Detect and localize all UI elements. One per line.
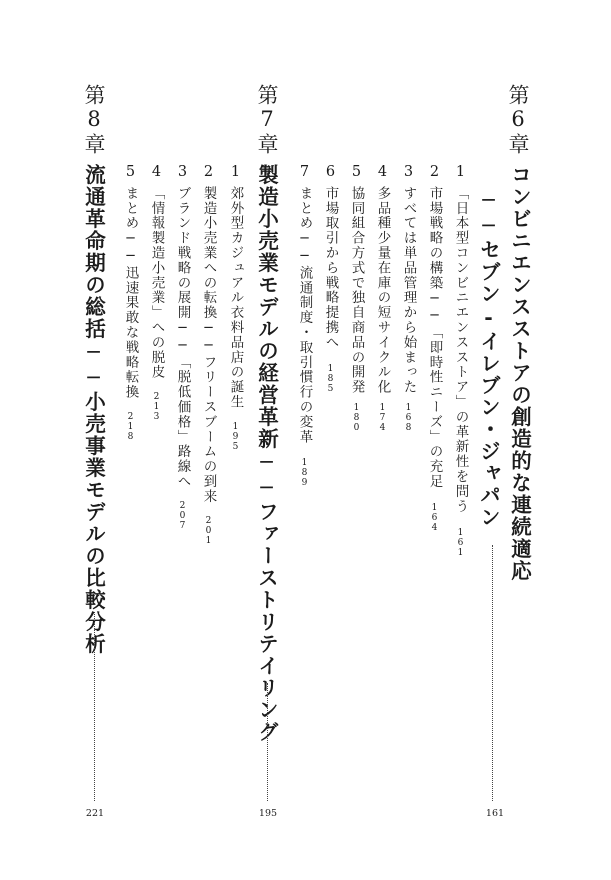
section-number: 4 bbox=[374, 164, 391, 180]
section-page: 189 bbox=[299, 458, 310, 489]
chapter-number: 第6章 bbox=[506, 84, 530, 156]
section-number: 2 bbox=[200, 164, 217, 180]
section-number: 3 bbox=[174, 164, 191, 180]
section-number: 3 bbox=[400, 164, 417, 180]
leader-dots bbox=[492, 545, 493, 801]
chapter-page: 161 bbox=[485, 808, 505, 819]
section-title[interactable]: まとめ──迅速果敢な戦略転換218 bbox=[122, 186, 139, 442]
section-title[interactable]: 「情報製造小売業」への脱皮213 bbox=[148, 186, 165, 422]
section-title[interactable]: 市場戦略の構築──「即時性ニーズ」の充足164 bbox=[426, 186, 443, 533]
section-title[interactable]: ブランド戦略の展開──「脱低価格」路線へ207 bbox=[174, 186, 191, 531]
section-page: 161 bbox=[455, 527, 466, 558]
section-page: 164 bbox=[429, 503, 440, 533]
section-page: 180 bbox=[351, 402, 362, 433]
section-page: 174 bbox=[377, 402, 388, 433]
section-number: 5 bbox=[122, 164, 139, 180]
section-page: 195 bbox=[230, 421, 241, 452]
section-title[interactable]: 協同組合方式で独自商品の開発180 bbox=[348, 186, 365, 433]
section-title[interactable]: 製造小売業への転換──フリースブームの到来201 bbox=[200, 186, 217, 546]
section-title[interactable]: 多品種少量在庫の短サイクル化174 bbox=[374, 186, 391, 433]
chapter-title[interactable]: コンビニエンスストアの創造的な連続適応 bbox=[507, 164, 532, 582]
section-page: 207 bbox=[177, 501, 188, 531]
section-page: 213 bbox=[151, 391, 162, 422]
section-number: 4 bbox=[148, 164, 165, 180]
section-title[interactable]: 「日本型コンビニエンスストア」の革新性を問う161 bbox=[452, 186, 469, 558]
section-number: 1 bbox=[227, 164, 244, 180]
chapter-page: 195 bbox=[258, 808, 278, 819]
chapter-subtitle[interactable]: ──セブン-イレブン・ジャパン bbox=[476, 188, 501, 529]
leader-dots bbox=[267, 683, 268, 801]
section-number: 7 bbox=[296, 164, 313, 180]
chapter-title[interactable]: 製造小売業モデルの経営革新──ファーストリテイリング bbox=[254, 164, 279, 743]
section-page: 185 bbox=[325, 363, 336, 394]
section-number: 2 bbox=[426, 164, 443, 180]
section-page: 201 bbox=[203, 515, 214, 546]
section-page: 168 bbox=[403, 402, 414, 433]
section-title[interactable]: すべては単品管理から始まった168 bbox=[400, 186, 417, 433]
section-number: 5 bbox=[348, 164, 365, 180]
section-number: 6 bbox=[322, 164, 339, 180]
section-title[interactable]: 市場取引から戦略提携へ185 bbox=[322, 186, 339, 394]
chapter-number: 第8章 bbox=[82, 84, 106, 156]
chapter-page: 221 bbox=[85, 808, 105, 819]
section-title[interactable]: まとめ──流通制度・取引慣行の変革189 bbox=[296, 186, 313, 489]
section-number: 1 bbox=[452, 164, 469, 180]
section-title[interactable]: 郊外型カジュアル衣料品店の誕生195 bbox=[227, 186, 244, 452]
section-page: 218 bbox=[125, 411, 136, 442]
chapter-number: 第7章 bbox=[255, 84, 279, 156]
leader-dots bbox=[94, 612, 95, 801]
chapter-title[interactable]: 流通革命期の総括──小売事業モデルの比較分析 bbox=[81, 164, 106, 655]
